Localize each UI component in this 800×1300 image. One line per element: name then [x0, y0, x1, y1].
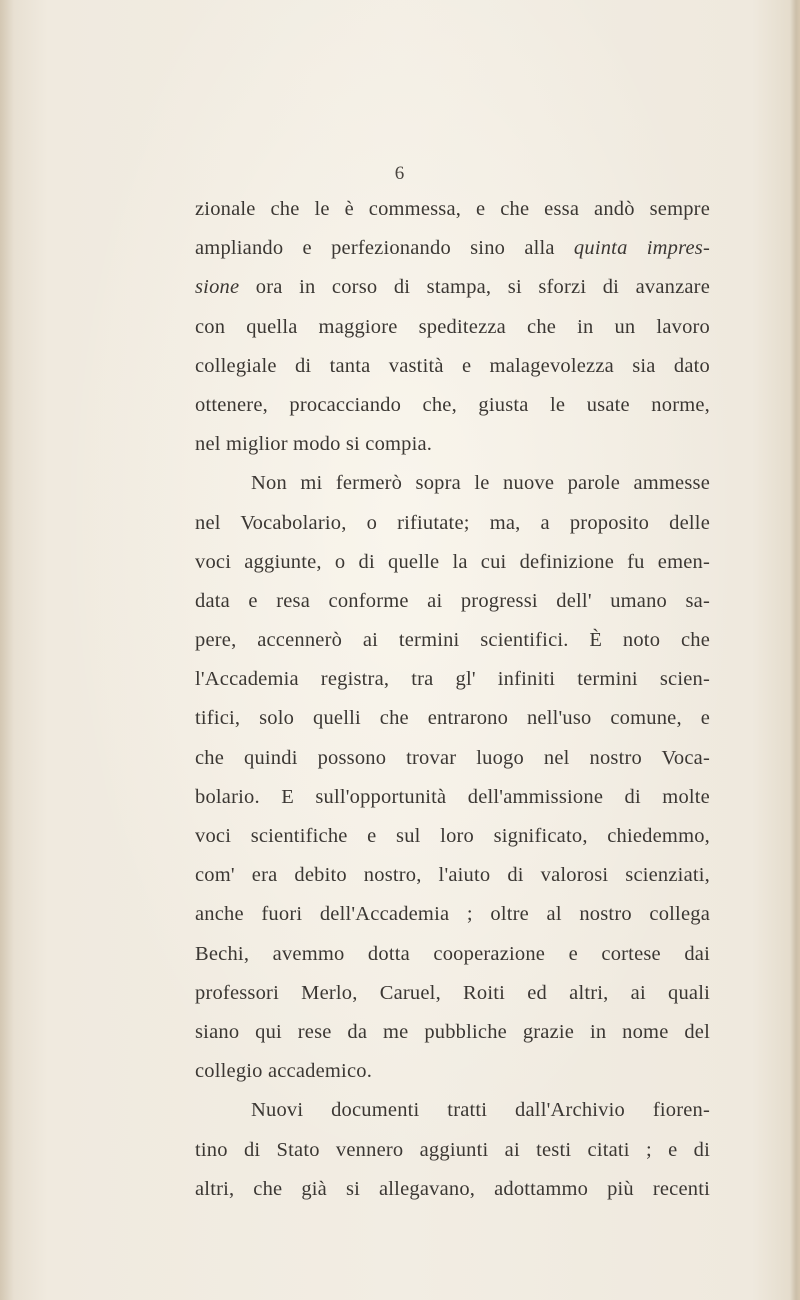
text-line-16: bolario. E sull'opportunità dell'ammissione di molte: [195, 785, 710, 808]
text-line-3-roman: ora in corso di stampa, si sforzi di avanzare: [239, 276, 710, 299]
text-line-6: ottenere, procacciando che, giusta le usate norme,: [195, 393, 710, 416]
page-left-edge-shadow: [0, 0, 14, 1300]
text-line-25: tino di Stato vennero aggiunti ai testi citati ; e di: [195, 1138, 710, 1161]
text-line-14: tifici, solo quelli che entrarono nell'uso comune, e: [195, 707, 710, 730]
text-line-1: zionale che le è commessa, e che essa andò sempre: [195, 198, 710, 220]
text-line-3: [195, 268, 710, 307]
text-line-2-italic: quinta impres-: [573, 237, 710, 260]
text-line-26: altri, che già si allegavano, adottammo più recenti: [195, 1177, 710, 1200]
text-line-7: nel miglior modo si compia.: [195, 433, 433, 456]
text-line-2-roman: ampliando e perfezionando sino alla: [195, 237, 574, 260]
text-line-23: collegio accademico.: [195, 1060, 373, 1083]
text-line-13: l'Accademia registra, tra gl' infiniti termini scien-: [195, 668, 710, 691]
text-line-19: anche fuori dell'Accademia ; oltre al nostro collega: [195, 903, 710, 926]
text-line-11: data e resa conforme ai progressi dell' umano sa-: [195, 589, 710, 612]
text-line-10: voci aggiunte, o di quelle la cui definizione fu emen-: [195, 550, 710, 573]
text-line-24: Nuovi documenti tratti dall'Archivio fioren-: [251, 1099, 710, 1122]
text-line-4: con quella maggiore speditezza che in un lavoro: [195, 315, 710, 338]
text-line-20: Bechi, avemmo dotta cooperazione e cortese dai: [195, 942, 710, 965]
text-line-15: che quindi possono trovar luogo nel nostro Voca-: [195, 746, 710, 769]
text-line-2: [195, 229, 710, 268]
text-line-5: collegiale di tanta vastità e malagevolezza sia dato: [195, 354, 710, 377]
text-line-17: voci scientifiche e sul loro significato, chiedemmo,: [195, 825, 710, 847]
page-number: 6: [394, 163, 406, 184]
text-line-12: pere, accennerò ai termini scientifici. È noto che: [195, 629, 710, 652]
body-text: [195, 190, 710, 1209]
text-line-3-italic: sione: [195, 276, 240, 299]
text-line-18: com' era debito nostro, l'aiuto di valorosi scienziati,: [195, 864, 710, 887]
text-line-8: Non mi fermerò sopra le nuove parole ammesse: [251, 472, 710, 495]
page-right-edge-shadow: [790, 0, 800, 1300]
text-line-9: nel Vocabolario, o rifiutate; ma, a proposito delle: [195, 511, 710, 534]
text-line-22: siano qui rese da me pubbliche grazie in nome del: [195, 1020, 710, 1043]
text-line-21: professori Merlo, Caruel, Roiti ed altri, ai quali: [195, 981, 710, 1004]
